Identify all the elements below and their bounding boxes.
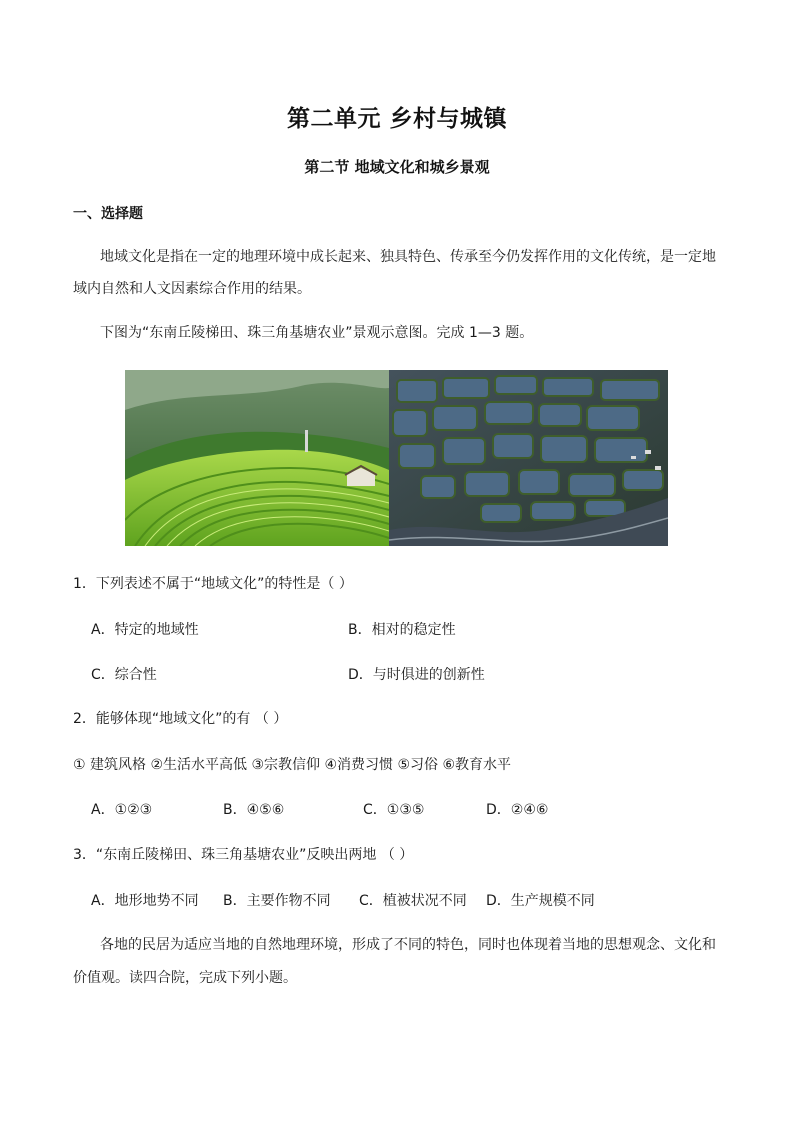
question-3-option-d: D．生产规模不同 <box>486 893 595 909</box>
unit-title: 第二单元 乡村与城镇 <box>286 105 507 132</box>
question-3-stem: 3．“东南丘陵梯田、珠三角基塘农业”反映出两地 （ ） <box>73 847 414 863</box>
question-1-option-b: B．相对的稳定性 <box>348 622 456 638</box>
question-2-option-b: B．④⑤⑥ <box>223 802 285 818</box>
question-1-option-a: A．特定的地域性 <box>91 622 199 638</box>
question-2-items: ① 建筑风格 ②生活水平高低 ③宗教信仰 ④消费习惯 ⑤习俗 ⑥教育水平 <box>73 757 512 773</box>
question-2-option-d: D．②④⑥ <box>486 802 549 818</box>
question-1-option-c: C．综合性 <box>91 667 157 683</box>
closing-line-1: 各地的民居为适应当地的自然地理环境，形成了不同的特色，同时也体现着当地的思想观念、文化和 <box>100 937 716 953</box>
intro-line-2: 域内自然和人文因素综合作用的结果。 <box>73 281 311 297</box>
question-1-option-d: D．与时俱进的创新性 <box>348 667 485 683</box>
question-1-stem: 1．下列表述不属于“地域文化”的特性是（ ） <box>73 576 353 592</box>
fishpond-photo <box>389 370 668 546</box>
part-title: 一、选择题 <box>73 206 143 222</box>
figure-caption: 下图为“东南丘陵梯田、珠三角基塘农业”景观示意图。完成 1—3 题。 <box>100 325 534 341</box>
section-title: 第二节 地域文化和城乡景观 <box>304 158 490 176</box>
landscape-figure <box>125 370 668 546</box>
terrace-photo <box>125 370 389 546</box>
question-3-option-b: B．主要作物不同 <box>223 893 331 909</box>
question-2-stem: 2．能够体现“地域文化”的有 （ ） <box>73 711 288 727</box>
question-2-option-c: C．①③⑤ <box>363 802 425 818</box>
question-3-option-a: A．地形地势不同 <box>91 893 199 909</box>
question-3-option-c: C．植被状况不同 <box>359 893 467 909</box>
question-2-option-a: A．①②③ <box>91 802 153 818</box>
closing-line-2: 价值观。读四合院，完成下列小题。 <box>73 970 297 986</box>
intro-line-1: 地域文化是指在一定的地理环境中成长起来、独具特色、传承至今仍发挥作用的文化传统，是一定地 <box>100 249 716 265</box>
